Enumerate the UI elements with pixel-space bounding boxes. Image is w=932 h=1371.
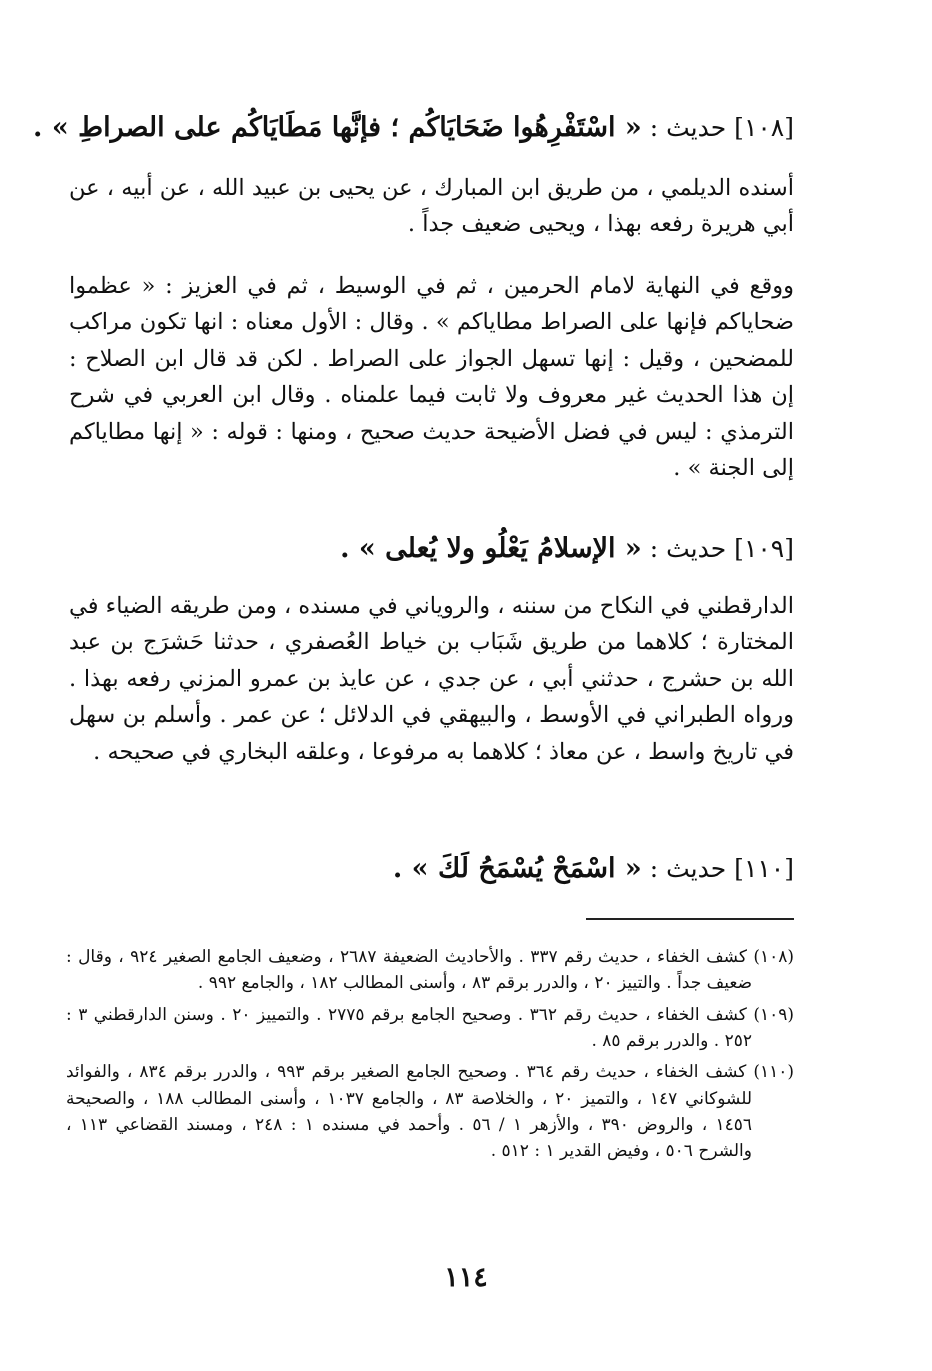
hadith-label: حديث :	[649, 113, 727, 142]
footnote-text: كشف الخفاء ، حديث رقم ٣٣٧ . والأحاديث الضعيفة ٢٦٨٧ ، وضعيف الجامع الصغير ٩٢٤ ، وقال : ضعيف جداً . والتييز ٢٠ ، والدرر برقم ٨٣ ، وأسنى المطالب ١٨٢ ، والجامع ٩٩٢ .	[66, 947, 752, 994]
footnote-label: (١٠٩)	[753, 1004, 795, 1025]
hadith-109-heading	[340, 533, 794, 565]
footnote-label: (١٠٨)	[753, 947, 794, 967]
hadith-text: « الإسلامُ يَعْلُو ولا يُعلى » .	[340, 533, 642, 564]
hadith-108-heading	[33, 112, 794, 144]
footnote-separator	[586, 918, 794, 920]
footnote-108	[66, 944, 794, 997]
hadith-label: حديث :	[649, 534, 727, 563]
page-number: ١١٤	[444, 1262, 488, 1293]
paragraph-108-a	[69, 170, 794, 243]
paragraph-109	[69, 588, 794, 770]
footnotes	[66, 944, 794, 1170]
hadith-text: « اسْمَحْ يُسْمَحُ لَكَ » .	[392, 853, 642, 884]
hadith-number: [١١٠]	[734, 854, 794, 883]
hadith-label: حديث :	[649, 854, 727, 883]
paragraph-text: الدارقطني في النكاح من سننه ، والروياني في مسنده ، ومن طريقه الضياء في المختارة ؛ كلاهما من طريق شَبَاب بن خياط العُصفري ، حدثنا حَشرَج بن عبد الله بن حشرج ، حدثني أبي ، عن جدي ، عن عايذ بن عمرو المزني رفعه بهذا . ورواه الطبراني في الأوسط ، والبيهقي في الدلائل ؛ عن عمر . وأسلم بن سهل في تاريخ واسط ، عن معاذ ؛ كلاهما به مرفوعا ، وعلقه البخاري في صحيحه .	[68, 593, 794, 765]
hadith-number: [١٠٨]	[734, 113, 794, 142]
hadith-text: « اسْتَفْرِهُوا ضَحَايَاكُم ؛ فإنَّها مَطَايَاكُم على الصراطِ » .	[33, 112, 642, 143]
paragraph-text: أسنده الديلمي ، من طريق ابن المبارك ، عن يحيى بن عبيد الله ، عن أبيه ، عن أبي هريرة رفعه بهذا ، ويحيى ضعيف جداً .	[69, 175, 794, 238]
footnote-label: (١١٠)	[753, 1062, 795, 1083]
footnote-109	[66, 1002, 794, 1055]
hadith-number: [١٠٩]	[734, 534, 794, 563]
paragraph-text: ووقع في النهاية لامام الحرمين ، ثم في الوسيط ، ثم في العزيز : « عظموا ضحاياكم فإنها على الصراط مطاياكم » . وقال : الأول معناه : انها تكون مراكب للمضحين ، وقيل : إنها تسهل الجواز على الصراط . لكن قد قال ابن الصلاح : إن هذا الحديث غير معروف ولا ثابت فيما علمناه . وقال ابن العربي في شرح الترمذي : ليس في فضل الأضيحة حديث صحيح ، ومنها : قوله : « إنها مطاياكم إلى الجنة » .	[69, 273, 794, 482]
footnote-110	[66, 1059, 794, 1164]
hadith-110-heading	[393, 853, 794, 885]
footnote-text: كشف الخفاء ، حديث رقم ٣٦٢ . وصحيح الجامع برقم ٢٧٧٥ . والتمييز ٢٠ . وسنن الدارقطني ٣ : ٢٥٢ . والدرر برقم ٨٥ .	[66, 1004, 752, 1052]
footnote-text: كشف الخفاء ، حديث رقم ٣٦٤ . وصحيح الجامع الصغير برقم ٩٩٣ ، والدرر برقم ٨٣٤ ، والفوائد للشوكاني ١٤٧ ، والتميز ٢٠ ، والخلاصة ٨٣ ، والجامع ١٠٣٧ ، وأسنى المطالب ١٨٨ ، والصحيحة ١٤٥٦ ، والروض ٣٩٠ ، والأزهر ١ / ٥٦ . وأحمد في مسنده ١ : ٢٤٨ ، ومسند القضاعي ١١٣ ، والشرح ٥٠٦ ، وفيض القدير ١ : ٥١٢ .	[66, 1062, 753, 1162]
paragraph-108-b	[69, 268, 794, 487]
